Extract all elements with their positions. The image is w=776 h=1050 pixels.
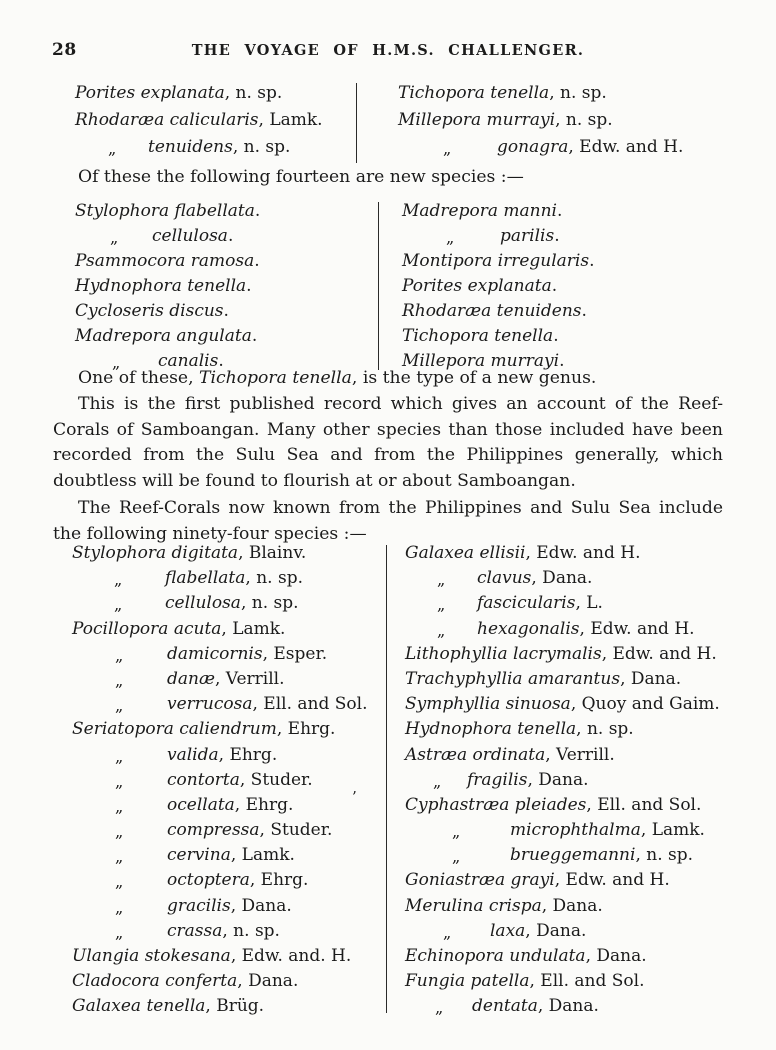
- species-epithet: tenuidens: [148, 137, 233, 157]
- species-name: Cyphastræa pleiades: [405, 794, 587, 815]
- authority-text: .: [551, 276, 558, 296]
- authority-text: , Ell. and Sol.: [586, 794, 702, 815]
- species-name: Trachyphyllia amarantus: [405, 668, 621, 689]
- species-epithet: cellulosa: [152, 226, 228, 246]
- species-name: Merulina crispa: [405, 895, 542, 916]
- authority-text: .: [581, 301, 587, 321]
- species-row: [72, 692, 367, 717]
- authority-text: , L.: [575, 593, 603, 614]
- paragraph-text: [53, 165, 723, 191]
- species-name: Hydnophora tenella: [405, 719, 577, 740]
- species-row: [72, 566, 367, 591]
- species-row: [72, 894, 367, 919]
- species-name: Fungia patella: [405, 971, 530, 992]
- species-row: [405, 818, 720, 843]
- species-row: [72, 843, 367, 868]
- species-row: [72, 994, 367, 1019]
- text-run: Of these the following fourteen are new species :—: [78, 167, 524, 187]
- ditto-mark: „: [435, 998, 444, 1018]
- ditto-mark: „: [443, 922, 452, 942]
- ditto-mark: „: [115, 645, 124, 665]
- column-divider-rule: [356, 83, 357, 163]
- species-name: Lithophyllia lacrymalis: [405, 643, 602, 664]
- paragraph-text: [53, 496, 723, 548]
- authority-text: , Dana.: [537, 996, 599, 1017]
- species-column-right: [402, 199, 595, 374]
- species-epithet: danæ: [167, 668, 215, 689]
- species-name: Galaxea ellisii: [405, 543, 526, 563]
- species-epithet: contorta: [167, 769, 240, 790]
- species-epithet: clavus: [477, 568, 532, 589]
- species-row: [405, 944, 720, 969]
- species-row: [405, 743, 720, 768]
- species-name: Rhodaræa calicularis: [75, 110, 259, 130]
- species-epithet: verrucosa: [167, 694, 253, 715]
- species-row: [405, 717, 720, 742]
- authority-text: , Ell. and Sol.: [529, 971, 645, 992]
- species-row: [405, 768, 720, 793]
- species-epithet: damicornis: [167, 643, 263, 664]
- ditto-mark: „: [443, 139, 452, 158]
- authority-text: .: [559, 351, 565, 371]
- species-name: Tichopora tenella: [398, 83, 550, 103]
- species-row: [405, 642, 720, 667]
- species-row: [75, 249, 260, 274]
- authority-text: , Lamk.: [230, 845, 295, 866]
- species-name: Madrepora manni: [402, 201, 557, 221]
- authority-text: .: [246, 276, 252, 296]
- authority-text: , Esper.: [262, 643, 328, 664]
- ditto-mark: „: [110, 228, 119, 247]
- authority-text: .: [553, 326, 559, 346]
- species-epithet: parilis: [500, 226, 555, 246]
- authority-text: .: [251, 326, 258, 346]
- species-epithet: octoptera: [167, 870, 250, 891]
- authority-text: , n. sp.: [232, 137, 291, 157]
- page-number: 28: [52, 40, 77, 60]
- species-row: [405, 541, 720, 566]
- species-name: Cladocora conferta: [72, 971, 238, 992]
- authority-text: , Edw. and H.: [568, 137, 684, 157]
- species-row: [72, 919, 367, 944]
- species-row: [75, 224, 260, 249]
- species-row: [75, 199, 260, 224]
- species-epithet: flabellata: [165, 568, 246, 589]
- ditto-mark: „: [437, 595, 446, 615]
- species-epithet: cervina: [167, 845, 231, 866]
- species-column-left: [72, 541, 367, 1020]
- species-row: [405, 919, 720, 944]
- species-row: [72, 818, 367, 843]
- authority-text: , Ehrg.: [276, 719, 336, 740]
- ditto-mark: „: [452, 822, 461, 842]
- species-row: [402, 274, 595, 299]
- authority-text: , n. sp.: [549, 83, 607, 103]
- authority-text: , Edw. and H.: [579, 618, 695, 639]
- species-name: Cycloseris discus: [75, 301, 224, 321]
- species-row: [405, 566, 720, 591]
- species-epithet: canalis: [158, 351, 219, 371]
- species-epithet: compressa: [167, 820, 260, 841]
- species-list-initial: [0, 80, 776, 166]
- authority-text: , Lamk.: [640, 820, 705, 841]
- species-row: [75, 80, 323, 107]
- authority-text: , n. sp.: [240, 593, 299, 614]
- species-row: [72, 944, 367, 969]
- species-row: [72, 591, 367, 616]
- ditto-mark: „: [115, 771, 124, 791]
- authority-text: , Dana.: [525, 920, 587, 941]
- authority-text: , Edw. and. H.: [230, 946, 352, 966]
- species-row: [405, 894, 720, 919]
- authority-text: , Quoy and Gaim.: [570, 694, 720, 715]
- ditto-mark: „: [115, 796, 124, 816]
- species-epithet: dentata: [472, 996, 538, 1017]
- species-name: Millepora murrayi: [402, 351, 560, 371]
- species-name: Ulangia stokesana: [72, 946, 231, 966]
- species-row: [72, 717, 367, 742]
- ditto-mark: „: [115, 822, 124, 842]
- species-name: Stylophora flabellata: [75, 201, 255, 221]
- species-name: Porites explanata: [402, 276, 552, 296]
- authority-text: , Blainv.: [238, 543, 307, 563]
- text-run: One of these,: [78, 368, 200, 388]
- ditto-mark: „: [115, 670, 124, 690]
- column-divider-rule: [386, 545, 387, 1013]
- ditto-mark: „: [115, 922, 124, 942]
- authority-text: .: [254, 251, 260, 271]
- species-row: [72, 667, 367, 692]
- species-epithet: fragilis: [467, 769, 528, 790]
- species-epithet: valida: [167, 744, 219, 765]
- species-row: [398, 134, 683, 161]
- species-column-right: [398, 80, 683, 161]
- species-row: [405, 969, 720, 994]
- species-row: [75, 324, 260, 349]
- authority-text: , Dana.: [527, 769, 589, 790]
- ditto-mark: „: [108, 139, 117, 158]
- authority-text: , Verrill.: [214, 668, 285, 689]
- species-epithet: gonagra: [497, 137, 569, 157]
- ditto-mark: „: [433, 771, 442, 791]
- authority-text: , Dana.: [531, 568, 593, 589]
- species-row: [75, 274, 260, 299]
- species-row: [398, 107, 683, 134]
- species-name: Montipora irregularis: [402, 251, 590, 271]
- species-list-fourteen-new: [0, 199, 776, 375]
- ditto-mark: „: [446, 228, 455, 247]
- authority-text: .: [554, 226, 560, 246]
- species-row: [402, 199, 595, 224]
- authority-text: , Dana.: [230, 895, 292, 916]
- ditto-mark: „: [115, 847, 124, 867]
- species-name: Tichopora tenella: [402, 326, 554, 346]
- authority-text: , n. sp.: [576, 719, 634, 740]
- ditto-mark: „: [114, 570, 123, 590]
- authority-text: , n. sp.: [245, 568, 303, 589]
- species-name: Psammocora ramosa: [75, 251, 255, 271]
- species-name: Porites explanata: [75, 83, 225, 103]
- ditto-mark: „: [115, 897, 124, 917]
- authority-text: , Studer.: [239, 769, 313, 790]
- species-row: [402, 324, 595, 349]
- authority-text: , n. sp.: [224, 83, 283, 103]
- text-run: , is the type of a new genus.: [351, 368, 597, 388]
- authority-text: , n. sp.: [555, 110, 613, 130]
- species-epithet: microphthalma: [510, 820, 641, 841]
- ditto-mark: „: [112, 353, 121, 372]
- species-name: Goniastræa grayi: [405, 870, 555, 891]
- authority-text: , Dana.: [620, 668, 682, 689]
- species-row: [75, 299, 260, 324]
- paragraph-new-genus: [53, 366, 723, 392]
- authority-text: , Dana.: [237, 971, 299, 992]
- species-epithet: gracilis: [167, 895, 231, 916]
- authority-text: , Ehrg.: [218, 744, 278, 765]
- authority-text: , Lamk.: [258, 110, 323, 130]
- species-row: [72, 969, 367, 994]
- species-column-right: [405, 541, 720, 1020]
- authority-text: .: [254, 201, 261, 221]
- species-row: [398, 80, 683, 107]
- species-name: Echinopora undulata: [405, 946, 586, 966]
- species-name: Hydnophora tenella: [75, 276, 247, 296]
- species-epithet: crassa: [167, 920, 223, 941]
- species-epithet: laxa: [490, 920, 526, 941]
- authority-text: .: [218, 351, 224, 371]
- ditto-mark: „: [115, 872, 124, 892]
- authority-text: , n. sp.: [222, 920, 280, 941]
- ditto-mark: „: [115, 746, 124, 766]
- ditto-mark: „: [437, 620, 446, 640]
- authority-text: , Dana.: [585, 946, 647, 966]
- species-name: Astræa ordinata: [405, 744, 546, 765]
- species-row: [75, 134, 323, 161]
- authority-text: , Edw. and H.: [525, 543, 641, 563]
- scan-speckle-artifact: ’: [352, 788, 357, 806]
- ditto-mark: „: [114, 595, 123, 615]
- species-row: [72, 541, 367, 566]
- authority-text: , Studer.: [259, 820, 333, 841]
- paragraph-ninetyfour-intro: [53, 496, 723, 548]
- authority-text: .: [223, 301, 229, 321]
- paragraph-body: [53, 366, 723, 495]
- column-divider-rule: [378, 202, 379, 370]
- species-name: Seriatopora caliendrum: [72, 719, 277, 740]
- species-row: [72, 868, 367, 893]
- species-epithet: hexagonalis: [477, 618, 580, 639]
- text-run: This is the first published record which gives an account of the Reef-Corals of Samboangan. Many other species than those included have been recorded from the Sulu Sea and from the Philippines generally, which doubtless will be found to flourish at or about Samboangan.: [53, 393, 723, 492]
- species-list-ninetyfour: [0, 541, 776, 1023]
- species-row: [405, 692, 720, 717]
- species-epithet: brueggemanni: [510, 845, 636, 866]
- species-row: [72, 793, 367, 818]
- species-row: [405, 667, 720, 692]
- species-column-left: [75, 80, 323, 161]
- species-name: Stylophora digitata: [72, 543, 239, 563]
- authority-text: , Ehrg.: [249, 870, 309, 891]
- species-row: [72, 743, 367, 768]
- ditto-mark: „: [437, 570, 446, 590]
- authority-text: .: [556, 201, 563, 221]
- authority-text: , Ehrg.: [234, 794, 294, 815]
- species-row: [405, 994, 720, 1019]
- species-name: Millepora murrayi: [398, 110, 556, 130]
- species-epithet: fascicularis: [477, 593, 576, 614]
- species-name: Madrepora angulata: [75, 326, 252, 346]
- authority-text: , Edw. and H.: [601, 643, 717, 664]
- species-row: [75, 107, 323, 134]
- paragraph-fourteen-intro: [53, 165, 723, 191]
- ditto-mark: „: [452, 847, 461, 867]
- paragraph-first-record: [53, 392, 723, 495]
- authority-text: , Brüg.: [205, 996, 265, 1017]
- ditto-mark: „: [115, 696, 124, 716]
- species-row: [402, 224, 595, 249]
- authority-text: , Edw. and H.: [554, 870, 670, 891]
- authority-text: , Lamk.: [221, 618, 286, 639]
- species-row: [402, 299, 595, 324]
- authority-text: , Verrill.: [545, 744, 615, 765]
- species-epithet: cellulosa: [165, 593, 241, 614]
- species-row: [405, 591, 720, 616]
- text-run: The Reef-Corals now known from the Philippines and Sulu Sea include the following ninety-four species :—: [53, 498, 723, 544]
- species-row: [402, 249, 595, 274]
- species-row: [405, 868, 720, 893]
- species-row: [405, 843, 720, 868]
- authority-text: .: [227, 226, 234, 246]
- species-name: Symphyllia sinuosa: [405, 694, 571, 715]
- species-row: [72, 768, 367, 793]
- running-header-title: THE VOYAGE OF H.M.S. CHALLENGER.: [191, 42, 585, 59]
- authority-text: , Ell. and Sol.: [252, 694, 368, 715]
- species-row: [405, 617, 720, 642]
- species-name: Pocillopora acuta: [72, 618, 222, 639]
- species-column-left: [75, 199, 260, 374]
- authority-text: .: [589, 251, 595, 271]
- authority-text: , n. sp.: [635, 845, 694, 866]
- species-name: Galaxea tenella: [72, 996, 206, 1017]
- species-name-inline: Tichopora tenella: [199, 368, 352, 388]
- species-row: [72, 617, 367, 642]
- species-name: Rhodaræa tenuidens: [402, 301, 582, 321]
- species-row: [72, 642, 367, 667]
- authority-text: , Dana.: [541, 895, 603, 916]
- species-row: [405, 793, 720, 818]
- species-epithet: ocellata: [167, 794, 235, 815]
